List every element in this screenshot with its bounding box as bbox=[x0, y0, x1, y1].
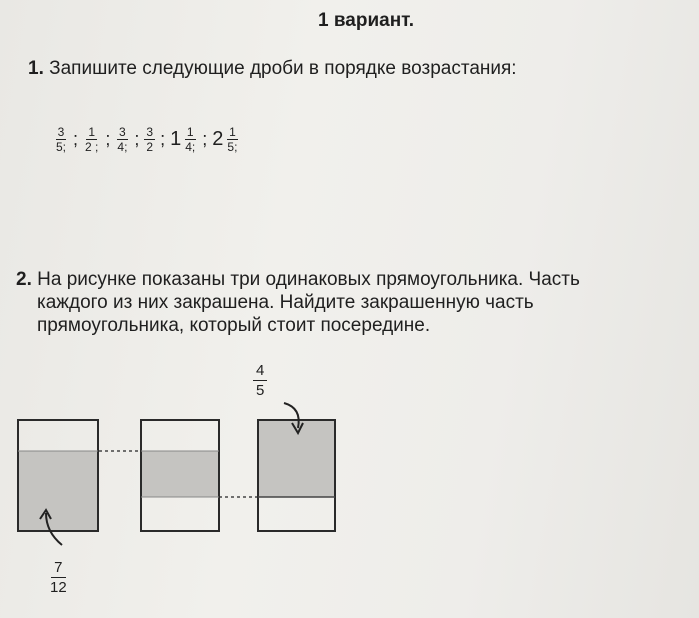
fraction-separator: ; bbox=[105, 129, 111, 149]
fraction-denominator: 4; bbox=[185, 140, 196, 154]
fraction-separator: ; bbox=[202, 129, 208, 149]
fraction-separator: ; bbox=[160, 129, 166, 149]
fraction-numerator: 1 bbox=[229, 125, 236, 139]
fraction-denominator: 2 bbox=[146, 140, 154, 154]
task-2-line-2: каждого из них закрашена. Найдите закрашенную часть bbox=[37, 292, 534, 313]
fraction-denominator: 5; bbox=[56, 140, 67, 154]
fraction-denominator: 4; bbox=[117, 140, 128, 154]
variant-title: 1 вариант. bbox=[318, 10, 415, 31]
fraction-separator: ; bbox=[73, 129, 79, 149]
fraction-denominator: 5; bbox=[227, 140, 238, 154]
fraction-numerator: 3 bbox=[146, 125, 154, 139]
rectangle-middle-shaded bbox=[141, 451, 219, 497]
task-2-number: 2. bbox=[16, 269, 32, 290]
rectangle-left-shaded bbox=[18, 451, 98, 531]
fraction-whole-part: 2 bbox=[212, 128, 224, 150]
fraction-numerator: 3 bbox=[119, 125, 126, 139]
task-2-line-1: На рисунке показаны три одинаковых прямоугольника. Часть bbox=[37, 269, 580, 290]
fraction-denominator: 2 ; bbox=[85, 140, 99, 154]
fraction-separator: ; bbox=[134, 129, 140, 149]
task-1-statement: Запишите следующие дроби в порядке возрастания: bbox=[49, 58, 517, 79]
fraction-whole-part: 1 bbox=[170, 128, 182, 150]
task-2-line-3: прямоугольника, который стоит посередине. bbox=[37, 315, 431, 336]
left-fraction-label: $\frac{7}{12}$ bbox=[50, 559, 67, 596]
fraction-numerator: 3 bbox=[57, 125, 65, 139]
right-fraction-label: $\frac{4}{5}$ bbox=[253, 361, 267, 400]
task-1-number: 1. bbox=[28, 58, 44, 79]
fraction-numerator: 1 bbox=[88, 125, 96, 139]
fraction-numerator: 1 bbox=[186, 125, 194, 139]
